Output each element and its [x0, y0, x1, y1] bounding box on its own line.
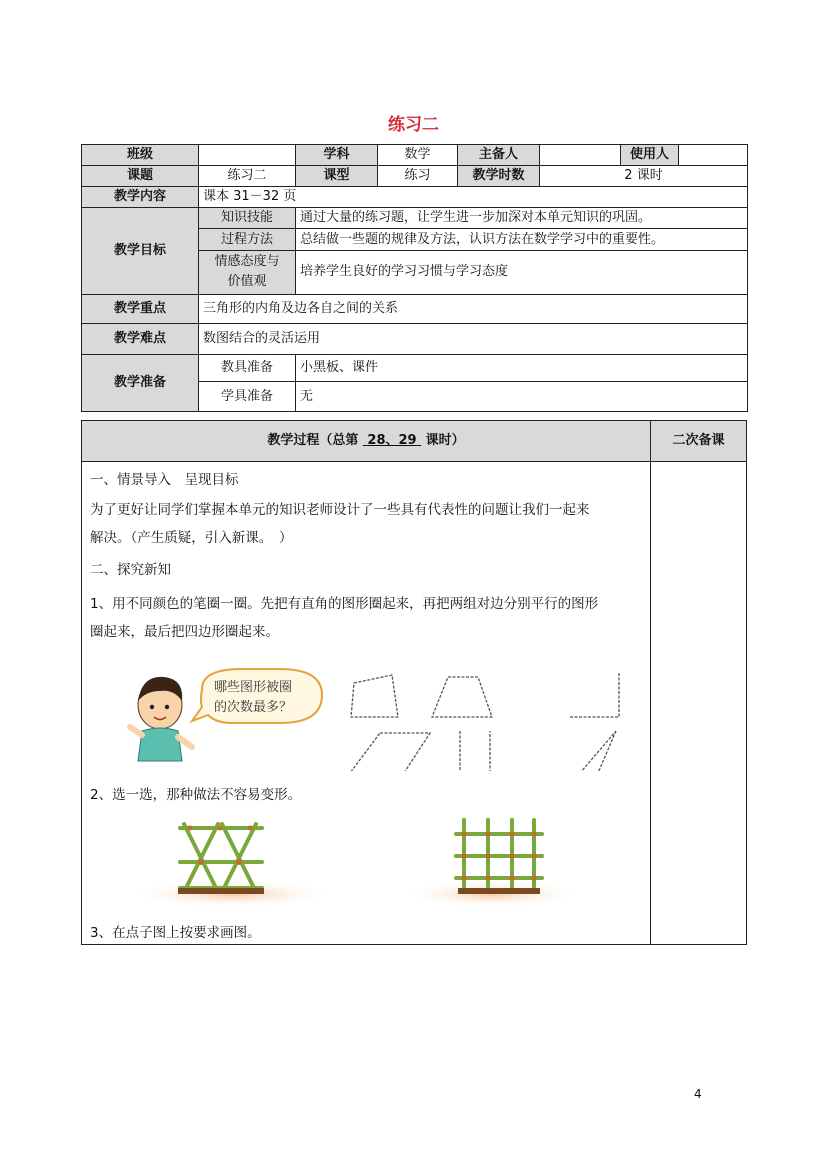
goal-process-text: 总结做一些题的规律及方法，认识方法在数学学习中的重要性。 [296, 229, 748, 250]
preparer-label: 主备人 [458, 145, 540, 166]
hours-label: 教学时数 [458, 166, 540, 187]
process-header-numbers: 28、29 [367, 433, 417, 448]
preparation-label: 教学准备 [82, 355, 199, 412]
document-title: 练习二 [388, 115, 439, 135]
topic-value: 练习二 [199, 166, 296, 187]
shape-triangle [580, 731, 616, 771]
process-line-5: 1、用不同颜色的笔圈一圈。先把有直角的图形圈起来，再把两组对边分别平行的图形 [90, 596, 599, 612]
shape-open-rectangle [460, 731, 490, 771]
process-header-prefix: 教学过程（总第 [267, 433, 359, 448]
process-header [82, 421, 650, 462]
user-value [679, 145, 748, 166]
process-header-suffix: 课时） [425, 433, 465, 448]
goal-knowledge-text: 通过大量的练习题，让学生进一步加深对本单元知识的巩固。 [296, 208, 748, 229]
frames-illustration [122, 816, 602, 911]
bubble-text-2: 的次数最多？ [214, 700, 293, 715]
goal-knowledge-label: 知识技能 [199, 208, 296, 229]
prep-student-label: 学具准备 [199, 382, 296, 412]
shape-right-angle [569, 673, 619, 717]
difficulty-value: 数图结合的灵活运用 [199, 324, 748, 355]
second-prep-column-divider [650, 462, 651, 944]
frame-square-grid [402, 820, 582, 908]
shapes-illustration [122, 661, 642, 771]
prep-teacher-label: 教具准备 [199, 355, 296, 382]
hours-value: 2 课时 [540, 166, 748, 187]
shape-quadrilateral [351, 675, 398, 717]
goal-attitude-label-line2: 价值观 [227, 274, 267, 290]
shape-parallelogram [350, 733, 430, 771]
page-number: 4 [694, 1087, 702, 1101]
process-line-4: 二、探究新知 [90, 562, 171, 578]
difficulty-label: 教学难点 [82, 324, 199, 355]
goal-attitude-label [199, 250, 296, 294]
prep-student-value: 无 [296, 382, 748, 412]
type-label: 课型 [296, 166, 378, 187]
type-value: 练习 [378, 166, 458, 187]
goal-attitude-label-line1: 情感态度与 [214, 254, 280, 270]
key-value: 三角形的内角及边各自之间的关系 [199, 295, 748, 324]
process-line-2: 为了更好让同学们掌握本单元的知识老师设计了一些具有代表性的问题让我们一起来 [90, 502, 590, 518]
goal-process-label: 过程方法 [199, 229, 296, 250]
subject-value: 数学 [378, 145, 458, 166]
process-line-1: 一、情景导入 呈现目标 [90, 472, 239, 488]
speech-bubble [192, 669, 322, 723]
goals-label: 教学目标 [82, 208, 199, 295]
frame-cross-braced [127, 824, 337, 908]
prep-teacher-value: 小黑板、课件 [296, 355, 748, 382]
teaching-process-section [81, 420, 747, 945]
user-label: 使用人 [621, 145, 679, 166]
class-value [199, 145, 296, 166]
bubble-text-1: 哪些图形被圈 [214, 680, 293, 695]
key-label: 教学重点 [82, 295, 199, 324]
question-2: 2、选一选，那种做法不容易变形。 [90, 787, 302, 803]
process-line-6: 圈起来，最后把四边形圈起来。 [90, 624, 279, 640]
content-label: 教学内容 [82, 187, 199, 208]
class-label: 班级 [82, 145, 199, 166]
process-line-3: 解决。（产生质疑，引入新课。 ） [90, 530, 293, 546]
shape-trapezoid [432, 677, 492, 717]
topic-label: 课题 [82, 166, 199, 187]
content-value: 课本 31－32 页 [199, 187, 748, 208]
subject-label: 学科 [296, 145, 378, 166]
goal-attitude-text: 培养学生良好的学习习惯与学习态度 [296, 250, 748, 294]
boy-illustration [130, 677, 192, 761]
question-3: 3、在点子图上按要求画图。 [90, 925, 261, 941]
preparer-value [540, 145, 621, 166]
lesson-info-table [81, 144, 748, 412]
second-prep-header: 二次备课 [650, 421, 746, 462]
